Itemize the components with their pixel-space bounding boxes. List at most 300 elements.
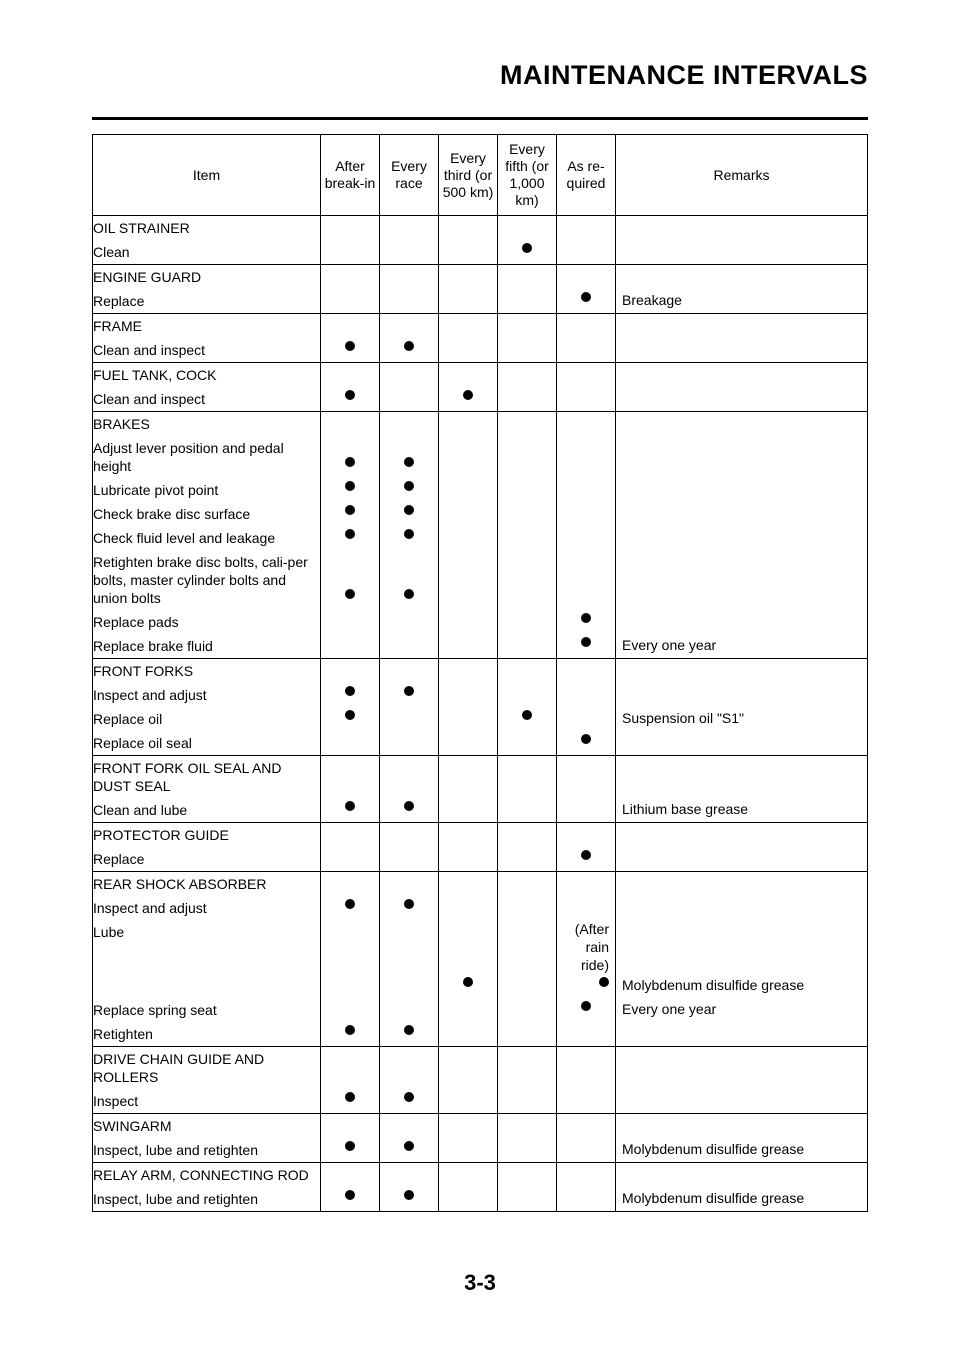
interval-cell (380, 387, 439, 412)
empty-cell (557, 823, 616, 848)
category-label: SWINGARM (93, 1114, 321, 1139)
interval-dot-icon (345, 390, 355, 400)
empty-cell (498, 216, 557, 241)
category-label: BRAKES (93, 412, 321, 437)
interval-cell (498, 998, 557, 1022)
interval-cell (380, 478, 439, 502)
interval-cell (439, 502, 498, 526)
interval-cell (498, 240, 557, 265)
empty-cell (498, 1163, 557, 1188)
table-row (93, 338, 868, 363)
empty-cell (557, 756, 616, 799)
category-label: FRAME (93, 314, 321, 339)
table-row (93, 1138, 868, 1163)
empty-cell (616, 363, 868, 388)
category-row (93, 265, 868, 290)
empty-cell (321, 756, 380, 799)
interval-dot-icon (404, 1025, 414, 1035)
remark-text (616, 478, 868, 502)
empty-cell (498, 265, 557, 290)
interval-cell (498, 847, 557, 872)
task-label: Replace (93, 289, 321, 314)
interval-dot-icon (463, 390, 473, 400)
empty-cell (321, 216, 380, 241)
interval-dot-icon (404, 341, 414, 351)
task-label: Inspect and adjust (93, 683, 321, 707)
table-row (93, 683, 868, 707)
empty-cell (439, 216, 498, 241)
interval-dot-icon (599, 977, 609, 987)
remark-text: Molybdenum disulfide grease (616, 1187, 868, 1212)
interval-cell (557, 634, 616, 659)
interval-cell (498, 920, 557, 998)
empty-cell (380, 659, 439, 684)
interval-cell (498, 634, 557, 659)
task-label: Retighten brake disc bolts, cali-per bolts, master cylinder bolts and union bolts (93, 550, 321, 610)
interval-dot-icon (345, 1092, 355, 1102)
remark-text (616, 550, 868, 610)
interval-cell (439, 550, 498, 610)
header-as-required: As re-quired (557, 135, 616, 216)
interval-cell (439, 240, 498, 265)
interval-dot-icon (404, 1190, 414, 1200)
empty-cell (616, 872, 868, 897)
interval-dot-icon (404, 686, 414, 696)
remark-text: Molybdenum disulfide grease (616, 920, 868, 998)
empty-cell (321, 412, 380, 437)
empty-cell (439, 412, 498, 437)
interval-dot-icon (581, 850, 591, 860)
interval-cell (557, 707, 616, 731)
task-label: Check brake disc surface (93, 502, 321, 526)
interval-cell (439, 436, 498, 478)
remark-text (616, 731, 868, 756)
remark-text (616, 610, 868, 634)
interval-cell (321, 240, 380, 265)
remark-text (616, 683, 868, 707)
interval-cell (439, 707, 498, 731)
empty-cell (557, 265, 616, 290)
interval-cell (498, 1138, 557, 1163)
table-row (93, 610, 868, 634)
interval-dot-icon (404, 899, 414, 909)
interval-dot-icon (345, 1190, 355, 1200)
category-row (93, 412, 868, 437)
empty-cell (498, 659, 557, 684)
header-after-break-in: After break-in (321, 135, 380, 216)
category-row (93, 363, 868, 388)
interval-cell (439, 731, 498, 756)
task-label: Clean and inspect (93, 387, 321, 412)
empty-cell (616, 314, 868, 339)
empty-cell (380, 363, 439, 388)
task-label: Inspect, lube and retighten (93, 1138, 321, 1163)
interval-cell (380, 683, 439, 707)
task-label: Inspect and adjust (93, 896, 321, 920)
interval-dot-icon (345, 801, 355, 811)
interval-cell (321, 896, 380, 920)
table-row (93, 798, 868, 823)
interval-cell (380, 1022, 439, 1047)
interval-dot-icon (581, 637, 591, 647)
table-row (93, 1187, 868, 1212)
category-row (93, 1114, 868, 1139)
category-row (93, 659, 868, 684)
table-row (93, 707, 868, 731)
interval-cell (557, 502, 616, 526)
empty-cell (616, 1047, 868, 1090)
interval-cell (557, 1187, 616, 1212)
empty-cell (439, 314, 498, 339)
interval-cell (498, 798, 557, 823)
table-body (93, 216, 868, 1212)
task-label: Clean and inspect (93, 338, 321, 363)
empty-cell (498, 314, 557, 339)
page-number: 3-3 (464, 1270, 496, 1295)
remark-text: Lithium base grease (616, 798, 868, 823)
category-label: FRONT FORK OIL SEAL AND DUST SEAL (93, 756, 321, 799)
interval-cell (321, 436, 380, 478)
interval-cell (439, 1138, 498, 1163)
empty-cell (321, 314, 380, 339)
interval-cell (321, 707, 380, 731)
empty-cell (439, 823, 498, 848)
task-label: Replace brake fluid (93, 634, 321, 659)
interval-dot-icon (345, 1141, 355, 1151)
table-row (93, 550, 868, 610)
empty-cell (557, 659, 616, 684)
interval-cell (321, 289, 380, 314)
interval-dot-icon (581, 1001, 591, 1011)
interval-cell (439, 289, 498, 314)
interval-cell (557, 240, 616, 265)
interval-cell (498, 526, 557, 550)
interval-cell (439, 683, 498, 707)
remark-text (616, 436, 868, 478)
interval-cell (557, 847, 616, 872)
interval-cell (498, 338, 557, 363)
empty-cell (616, 756, 868, 799)
table-row (93, 502, 868, 526)
interval-cell (557, 526, 616, 550)
interval-cell (380, 920, 439, 998)
interval-cell (321, 847, 380, 872)
task-label: Replace spring seat (93, 998, 321, 1022)
interval-cell (380, 896, 439, 920)
interval-dot-icon (345, 1025, 355, 1035)
interval-cell (321, 998, 380, 1022)
interval-cell (498, 436, 557, 478)
interval-cell (321, 387, 380, 412)
interval-cell (380, 610, 439, 634)
remark-text (616, 847, 868, 872)
interval-cell (498, 610, 557, 634)
empty-cell (616, 216, 868, 241)
interval-cell (498, 550, 557, 610)
interval-cell (439, 998, 498, 1022)
interval-dot-icon (345, 505, 355, 515)
task-label: Adjust lever position and pedal height (93, 436, 321, 478)
empty-cell (616, 659, 868, 684)
empty-cell (380, 823, 439, 848)
interval-cell (439, 634, 498, 659)
interval-cell (498, 289, 557, 314)
interval-cell (439, 610, 498, 634)
interval-cell (439, 478, 498, 502)
interval-dot-icon (581, 292, 591, 302)
table-row (93, 731, 868, 756)
interval-cell (498, 1187, 557, 1212)
interval-cell (439, 387, 498, 412)
interval-cell (557, 338, 616, 363)
interval-dot-icon (404, 457, 414, 467)
empty-cell (439, 659, 498, 684)
interval-cell (498, 1022, 557, 1047)
interval-cell (321, 920, 380, 998)
interval-cell (439, 1022, 498, 1047)
category-label: RELAY ARM, CONNECTING ROD (93, 1163, 321, 1188)
interval-cell (557, 896, 616, 920)
empty-cell (321, 265, 380, 290)
interval-cell (498, 683, 557, 707)
task-label: Replace oil (93, 707, 321, 731)
empty-cell (380, 412, 439, 437)
empty-cell (380, 265, 439, 290)
category-label: DRIVE CHAIN GUIDE AND ROLLERS (93, 1047, 321, 1090)
empty-cell (439, 265, 498, 290)
task-label: Lubricate pivot point (93, 478, 321, 502)
interval-cell (498, 1089, 557, 1114)
empty-cell (557, 1047, 616, 1090)
interval-cell (439, 896, 498, 920)
interval-cell (557, 731, 616, 756)
interval-cell (380, 847, 439, 872)
interval-cell (439, 1187, 498, 1212)
empty-cell (380, 1047, 439, 1090)
empty-cell (498, 363, 557, 388)
empty-cell (380, 1163, 439, 1188)
remark-text: Every one year (616, 998, 868, 1022)
table-row (93, 240, 868, 265)
empty-cell (439, 1047, 498, 1090)
remark-text: Molybdenum disulfide grease (616, 1138, 868, 1163)
interval-cell (498, 731, 557, 756)
task-label: Replace pads (93, 610, 321, 634)
header-every-race: Every race (380, 135, 439, 216)
task-label: Clean (93, 240, 321, 265)
category-row (93, 872, 868, 897)
interval-cell (557, 1138, 616, 1163)
interval-cell (321, 1089, 380, 1114)
category-label: PROTECTOR GUIDE (93, 823, 321, 848)
interval-dot-icon (581, 734, 591, 744)
interval-cell (498, 478, 557, 502)
interval-cell (557, 1089, 616, 1114)
remark-text (616, 526, 868, 550)
empty-cell (557, 412, 616, 437)
interval-cell (321, 550, 380, 610)
empty-cell (498, 756, 557, 799)
interval-cell (557, 920, 616, 998)
interval-cell (439, 847, 498, 872)
title-rule (92, 117, 868, 120)
interval-dot-icon (522, 710, 532, 720)
empty-cell (557, 872, 616, 897)
header-row (93, 135, 868, 216)
category-label: FUEL TANK, COCK (93, 363, 321, 388)
empty-cell (321, 1163, 380, 1188)
interval-dot-icon (345, 481, 355, 491)
interval-cell (321, 1187, 380, 1212)
interval-dot-icon (404, 529, 414, 539)
interval-dot-icon (404, 481, 414, 491)
interval-cell (498, 707, 557, 731)
category-row (93, 314, 868, 339)
empty-cell (498, 1114, 557, 1139)
empty-cell (380, 314, 439, 339)
header-every-third: Every third (or 500 km) (439, 135, 498, 216)
empty-cell (439, 1114, 498, 1139)
interval-cell (380, 550, 439, 610)
interval-cell (321, 683, 380, 707)
table-row (93, 1022, 868, 1047)
empty-cell (321, 1047, 380, 1090)
interval-dot-icon (345, 341, 355, 351)
remark-text (616, 338, 868, 363)
table-row (93, 526, 868, 550)
empty-cell (321, 659, 380, 684)
interval-dot-icon (404, 1141, 414, 1151)
task-label: Check fluid level and leakage (93, 526, 321, 550)
empty-cell (321, 872, 380, 897)
interval-cell (321, 610, 380, 634)
remark-text (616, 240, 868, 265)
category-row (93, 1047, 868, 1090)
interval-dot-icon (522, 243, 532, 253)
interval-dot-icon (345, 589, 355, 599)
interval-cell (380, 998, 439, 1022)
interval-dot-icon (345, 529, 355, 539)
interval-cell (321, 478, 380, 502)
interval-cell (380, 502, 439, 526)
category-label: OIL STRAINER (93, 216, 321, 241)
interval-cell (557, 998, 616, 1022)
table-row (93, 1089, 868, 1114)
empty-cell (616, 265, 868, 290)
table-row (93, 896, 868, 920)
interval-cell (380, 289, 439, 314)
table-row (93, 436, 868, 478)
task-label: Replace oil seal (93, 731, 321, 756)
task-label: Replace (93, 847, 321, 872)
interval-cell (380, 798, 439, 823)
remark-text: Suspension oil "S1" (616, 707, 868, 731)
empty-cell (498, 823, 557, 848)
interval-cell (439, 798, 498, 823)
empty-cell (557, 314, 616, 339)
interval-cell (380, 707, 439, 731)
interval-cell (321, 338, 380, 363)
empty-cell (616, 1114, 868, 1139)
interval-cell (439, 1089, 498, 1114)
task-label: Retighten (93, 1022, 321, 1047)
interval-dot-icon (345, 899, 355, 909)
interval-cell (439, 920, 498, 998)
empty-cell (439, 756, 498, 799)
table-row (93, 998, 868, 1022)
empty-cell (498, 412, 557, 437)
interval-cell (321, 1138, 380, 1163)
interval-dot-icon (463, 977, 473, 987)
empty-cell (321, 823, 380, 848)
interval-dot-icon (404, 801, 414, 811)
interval-cell (439, 526, 498, 550)
table-row (93, 387, 868, 412)
category-label: ENGINE GUARD (93, 265, 321, 290)
task-label: Clean and lube (93, 798, 321, 823)
interval-cell (557, 683, 616, 707)
interval-cell (557, 550, 616, 610)
page-title: MAINTENANCE INTERVALS (499, 60, 868, 90)
interval-cell (380, 731, 439, 756)
task-label: Inspect (93, 1089, 321, 1114)
table-row (93, 847, 868, 872)
interval-cell (380, 634, 439, 659)
interval-cell (380, 526, 439, 550)
empty-cell (439, 363, 498, 388)
interval-cell (557, 1022, 616, 1047)
table-row (93, 289, 868, 314)
empty-cell (557, 216, 616, 241)
category-row (93, 823, 868, 848)
task-label: Inspect, lube and retighten (93, 1187, 321, 1212)
interval-cell (498, 502, 557, 526)
empty-cell (439, 872, 498, 897)
interval-cell (321, 1022, 380, 1047)
interval-cell (321, 731, 380, 756)
interval-dot-icon (581, 613, 591, 623)
category-label: REAR SHOCK ABSORBER (93, 872, 321, 897)
interval-dot-icon (404, 1092, 414, 1102)
interval-cell (321, 798, 380, 823)
header-item: Item (93, 135, 321, 216)
remark-text: Every one year (616, 634, 868, 659)
interval-cell (557, 478, 616, 502)
empty-cell (498, 872, 557, 897)
empty-cell (321, 363, 380, 388)
interval-cell (380, 1187, 439, 1212)
table-row (93, 920, 868, 998)
interval-dot-icon (345, 710, 355, 720)
remark-text: Breakage (616, 289, 868, 314)
empty-cell (616, 1163, 868, 1188)
empty-cell (557, 1163, 616, 1188)
interval-cell (380, 436, 439, 478)
interval-cell (498, 387, 557, 412)
remark-text (616, 1022, 868, 1047)
interval-dot-icon (404, 589, 414, 599)
interval-cell (498, 896, 557, 920)
remark-text (616, 502, 868, 526)
empty-cell (380, 1114, 439, 1139)
remark-text (616, 896, 868, 920)
interval-cell (380, 240, 439, 265)
empty-cell (557, 1114, 616, 1139)
empty-cell (557, 363, 616, 388)
interval-cell (557, 610, 616, 634)
empty-cell (321, 1114, 380, 1139)
category-label: FRONT FORKS (93, 659, 321, 684)
